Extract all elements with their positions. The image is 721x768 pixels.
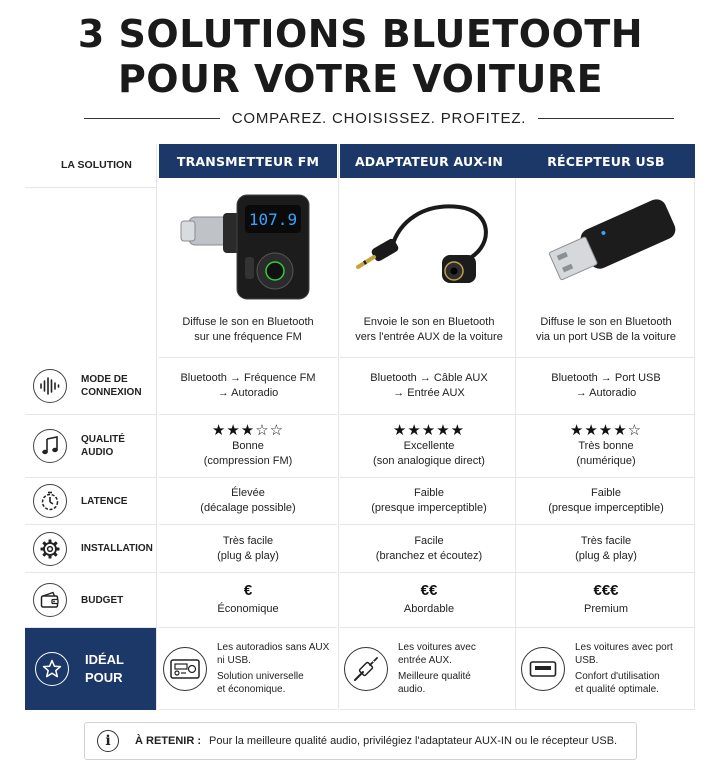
label-mode: MODE DE CONNEXION [81,374,142,398]
product-image-cell [159,178,337,358]
column-divider [338,144,339,710]
subtitle-rule-right [538,118,674,119]
product-description: Diffuse le son en Bluetooth via un port USB de la voiture [535,316,677,343]
budget-cell [340,573,518,628]
ideal-point: Meilleure qualité audio. [398,671,471,695]
label-row-quality [25,415,156,478]
rating-stars: ★★★★☆ [569,422,643,439]
gear-icon [33,532,67,566]
latency-value: Faible (presque imperceptible) [340,478,518,525]
ideal-point: Les autoradios sans AUX ni USB. [217,642,330,666]
label-budget: BUDGET [81,594,124,606]
wallet-icon [33,583,67,617]
column-usb-receiver [517,144,695,710]
product-header: RÉCEPTEUR USB [517,144,695,178]
column-aux-adapter [340,144,518,710]
subtitle: COMPAREZ. CHOISISSEZ. PROFITEZ. [231,109,527,127]
ideal-text [398,641,476,696]
rating-stars: ★★★★★ [392,422,466,439]
mode-value: Bluetooth → Fréquence FM → Autoradio [159,358,337,415]
budget-label: Premium [583,603,628,615]
tip-label: À RETENIR : [135,735,201,747]
ideal-cell [517,628,695,710]
aux-jack-icon [344,647,388,691]
label-row-mode [25,358,156,415]
ideal-cell [159,628,337,710]
quality-cell [159,415,337,478]
budget-cell [517,573,695,628]
latency-value: Faible (presque imperceptible) [517,478,695,525]
label-row-install [25,525,156,573]
label-row-ideal [25,628,156,710]
label-row-budget [25,573,156,628]
rating-stars: ★★★☆☆ [211,422,285,439]
label-quality: QUALITÉ AUDIO [81,434,125,458]
product-header: TRANSMETTEUR FM [159,144,337,178]
mode-value: Bluetooth → Câble AUX → Entrée AUX [340,358,518,415]
quality-cell [340,415,518,478]
ideal-point: Solution universelle et économique. [217,671,304,695]
stopwatch-icon [33,484,67,518]
install-value: Très facile (plug & play) [159,525,337,573]
quality-value: Bonne (compression FM) [203,440,293,467]
tip-box [84,722,637,760]
ideal-cell [340,628,518,710]
ideal-point: Les voitures avec port USB. [575,642,673,666]
music-note-icon [33,429,67,463]
label-row-latency [25,478,156,525]
label-spacer [25,188,156,358]
subtitle-row [84,108,674,128]
budget-symbol: €€€ [593,582,619,599]
info-icon: i [97,730,119,752]
column-divider [156,144,157,710]
ideal-point: Confort d'utilisation et qualité optimale. [575,671,660,695]
tip-text: Pour la meilleure qualité audio, privilégiez l'adaptateur AUX-IN ou le récepteur USB. [209,735,618,747]
label-column [25,144,156,710]
product-header: ADAPTATEUR AUX-IN [340,144,518,178]
product-description: Diffuse le son en Bluetooth sur une fréquence FM [182,316,314,343]
ideal-text [217,641,329,696]
label-latency: LATENCE [81,495,128,507]
page-title-line2: POUR VOTRE VOITURE [117,57,604,101]
budget-cell [159,573,337,628]
comparison-table [25,144,695,710]
quality-value: Très bonne (numérique) [576,440,636,467]
latency-value: Élevée (décalage possible) [159,478,337,525]
budget-symbol: €€ [420,582,438,599]
budget-symbol: € [243,582,253,599]
column-fm-transmitter [159,144,337,710]
sound-wave-icon [33,369,67,403]
fm-frequency-display: 107.9 [248,210,298,229]
car-radio-icon [163,647,207,691]
product-image-cell [340,178,518,358]
budget-label: Économique [217,603,279,615]
usb-receiver-illustration [517,186,695,306]
mode-value: Bluetooth → Port USB → Autoradio [517,358,695,415]
ideal-point: Les voitures avec entrée AUX. [398,642,476,666]
product-image-cell [517,178,695,358]
product-description: Envoie le son en Bluetooth vers l'entrée AUX de la voiture [355,316,503,343]
label-install: INSTALLATION [81,543,153,554]
subtitle-rule-left [84,118,220,119]
aux-adapter-illustration [340,186,518,306]
install-value: Très facile (plug & play) [517,525,695,573]
quality-cell [517,415,695,478]
fm-transmitter-illustration [159,186,337,306]
label-solution: LA SOLUTION [25,144,156,188]
install-value: Facile (branchez et écoutez) [340,525,518,573]
star-icon [35,652,69,686]
budget-label: Abordable [403,603,455,615]
page-title-line1: 3 SOLUTIONS BLUETOOTH [77,12,644,56]
ideal-text [575,641,695,696]
quality-value: Excellente (son analogique direct) [373,440,485,467]
usb-port-icon [521,647,565,691]
label-ideal: IDÉAL POUR [85,652,124,685]
